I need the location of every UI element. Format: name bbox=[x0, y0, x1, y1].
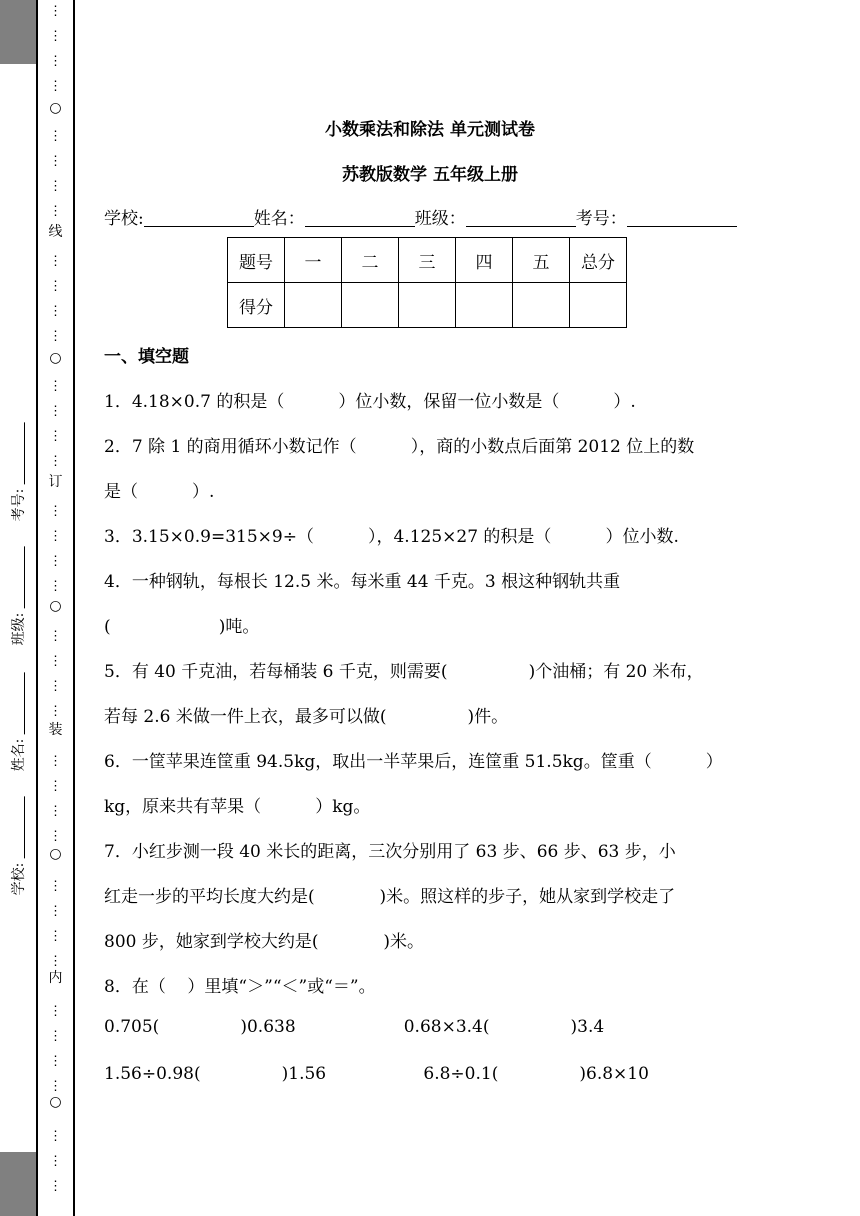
score-table-cell: 得分 bbox=[228, 283, 285, 328]
class-field[interactable] bbox=[466, 226, 576, 227]
dot-mark: ⋮ bbox=[49, 429, 62, 444]
score-table-cell: 五 bbox=[513, 238, 570, 283]
cut-marker: 内 bbox=[48, 970, 63, 986]
question-line: 0.705( )0.638 0.68×3.4( )3.4 bbox=[104, 1017, 605, 1037]
question-line: 若每 2.6 米做一件上衣，最多可以做( )件。 bbox=[104, 707, 509, 727]
dot-mark: ⋮ bbox=[49, 54, 62, 69]
score-table-cell: 一 bbox=[285, 238, 342, 283]
score-table-cell: 三 bbox=[399, 238, 456, 283]
question-line: 3．3.15×0.9=315×9÷（ ），4.125×27 的积是（ ）位小数. bbox=[104, 527, 679, 547]
binding-gray-block-bottom bbox=[0, 1152, 36, 1216]
score-table-cell: 总分 bbox=[570, 238, 627, 283]
question-line: 1.56÷0.98( )1.56 6.8÷0.1( )6.8×10 bbox=[104, 1064, 649, 1084]
dot-mark: ⋮ bbox=[49, 679, 62, 694]
dot-mark: ⋮ bbox=[49, 1154, 62, 1169]
dot-mark: ⋮ bbox=[49, 929, 62, 944]
dot-mark: ⋮ bbox=[49, 1179, 62, 1194]
dot-mark: ⋮ bbox=[49, 79, 62, 94]
school-field[interactable] bbox=[144, 226, 254, 227]
dot-mark: ⋮ bbox=[49, 904, 62, 919]
circle-mark-icon: ○ bbox=[49, 350, 62, 366]
dot-mark: ⋮ bbox=[49, 654, 62, 669]
exam-no-label: 考号： bbox=[575, 209, 627, 229]
question-line: 1．4.18×0.7 的积是（ ）位小数，保留一位小数是（ ）. bbox=[104, 392, 636, 412]
score-table-score-row bbox=[228, 283, 627, 328]
dot-mark: ⋮ bbox=[49, 204, 62, 219]
student-info-line bbox=[104, 204, 737, 229]
dot-mark: ⋮ bbox=[49, 329, 62, 344]
dot-mark: ⋮ bbox=[49, 879, 62, 894]
dot-mark: ⋮ bbox=[49, 1129, 62, 1144]
question-line: ( )吨。 bbox=[104, 617, 260, 637]
dot-mark: ⋮ bbox=[49, 304, 62, 319]
dot-mark: ⋮ bbox=[49, 4, 62, 19]
score-table bbox=[227, 237, 627, 328]
name-field[interactable] bbox=[305, 226, 415, 227]
dot-mark: ⋮ bbox=[49, 754, 62, 769]
dot-mark: ⋮ bbox=[49, 579, 62, 594]
dot-mark: ⋮ bbox=[49, 179, 62, 194]
dot-mark: ⋮ bbox=[49, 554, 62, 569]
dot-mark: ⋮ bbox=[49, 529, 62, 544]
cut-marker: 订 bbox=[48, 474, 63, 490]
dot-mark: ⋮ bbox=[49, 704, 62, 719]
question-line: 4．一种钢轨，每根长 12.5 米。每米重 44 千克。3 根这种钢轨共重 bbox=[104, 572, 621, 592]
circle-mark-icon: ○ bbox=[49, 598, 62, 614]
page-title: 小数乘法和除法 单元测试卷 bbox=[325, 120, 535, 140]
dot-mark: ⋮ bbox=[49, 804, 62, 819]
section-heading: 一、填空题 bbox=[104, 347, 189, 367]
dot-mark: ⋮ bbox=[49, 629, 62, 644]
circle-mark-icon: ○ bbox=[49, 846, 62, 862]
cut-marker: 线 bbox=[48, 224, 63, 240]
question-line: 是（ ）. bbox=[104, 482, 215, 502]
circle-mark-icon: ○ bbox=[49, 100, 62, 116]
dot-mark: ⋮ bbox=[49, 254, 62, 269]
score-cell-blank[interactable] bbox=[285, 283, 342, 328]
side-field-name-label: 姓名: bbox=[11, 738, 27, 772]
dot-mark: ⋮ bbox=[49, 504, 62, 519]
score-table-header-row bbox=[228, 238, 627, 283]
dot-mark: ⋮ bbox=[49, 1054, 62, 1069]
dot-mark: ⋮ bbox=[49, 404, 62, 419]
binding-gray-block-top bbox=[0, 0, 36, 64]
circle-mark-icon: ○ bbox=[49, 1094, 62, 1110]
class-label: 班级： bbox=[414, 209, 466, 229]
dot-mark: ⋮ bbox=[49, 129, 62, 144]
question-line: 800 步，她家到学校大约是( )米。 bbox=[104, 932, 424, 952]
score-cell-blank[interactable] bbox=[513, 283, 570, 328]
question-line: 2．7 除 1 的商用循环小数记作（ ），商的小数点后面第 2012 位上的数 bbox=[104, 437, 695, 457]
side-field-school-label: 学校: bbox=[11, 862, 27, 896]
page-subtitle: 苏教版数学 五年级上册 bbox=[342, 165, 518, 185]
dot-mark: ⋮ bbox=[49, 1004, 62, 1019]
question-line: kg，原来共有苹果（ ）kg。 bbox=[104, 797, 371, 817]
score-cell-blank[interactable] bbox=[342, 283, 399, 328]
score-cell-blank[interactable] bbox=[399, 283, 456, 328]
score-table-cell: 题号 bbox=[228, 238, 285, 283]
dot-mark: ⋮ bbox=[49, 279, 62, 294]
dot-mark: ⋮ bbox=[49, 1079, 62, 1094]
dot-mark: ⋮ bbox=[49, 829, 62, 844]
side-field-class-label: 班级: bbox=[11, 612, 27, 646]
question-line: 6．一筐苹果连筐重 94.5kg，取出一半苹果后，连筐重 51.5kg。筐重（ ） bbox=[104, 752, 723, 772]
school-label: 学校: bbox=[104, 209, 144, 229]
question-line: 5．有 40 千克油，若每桶装 6 千克，则需要( )个油桶；有 20 米布， bbox=[104, 662, 704, 682]
exam-no-field[interactable] bbox=[627, 226, 737, 227]
dot-mark: ⋮ bbox=[49, 1029, 62, 1044]
score-cell-blank[interactable] bbox=[456, 283, 513, 328]
dot-mark: ⋮ bbox=[49, 954, 62, 969]
dot-mark: ⋮ bbox=[49, 379, 62, 394]
question-line: 红走一步的平均长度大约是( )米。照这样的步子，她从家到学校走了 bbox=[104, 887, 676, 907]
question-line: 7．小红步测一段 40 米长的距离，三次分别用了 63 步、66 步、63 步，小 bbox=[104, 842, 676, 862]
score-table-cell: 二 bbox=[342, 238, 399, 283]
dot-mark: ⋮ bbox=[49, 454, 62, 469]
question-line: 8．在（ ）里填“＞”“＜”或“＝”。 bbox=[104, 977, 376, 997]
dot-mark: ⋮ bbox=[49, 154, 62, 169]
name-label: 姓名： bbox=[253, 209, 305, 229]
score-table-cell: 四 bbox=[456, 238, 513, 283]
side-field-exam-no-label: 考号: bbox=[11, 488, 27, 522]
dot-mark: ⋮ bbox=[49, 29, 62, 44]
cut-marker: 装 bbox=[48, 722, 63, 738]
score-cell-blank[interactable] bbox=[570, 283, 627, 328]
dot-mark: ⋮ bbox=[49, 779, 62, 794]
